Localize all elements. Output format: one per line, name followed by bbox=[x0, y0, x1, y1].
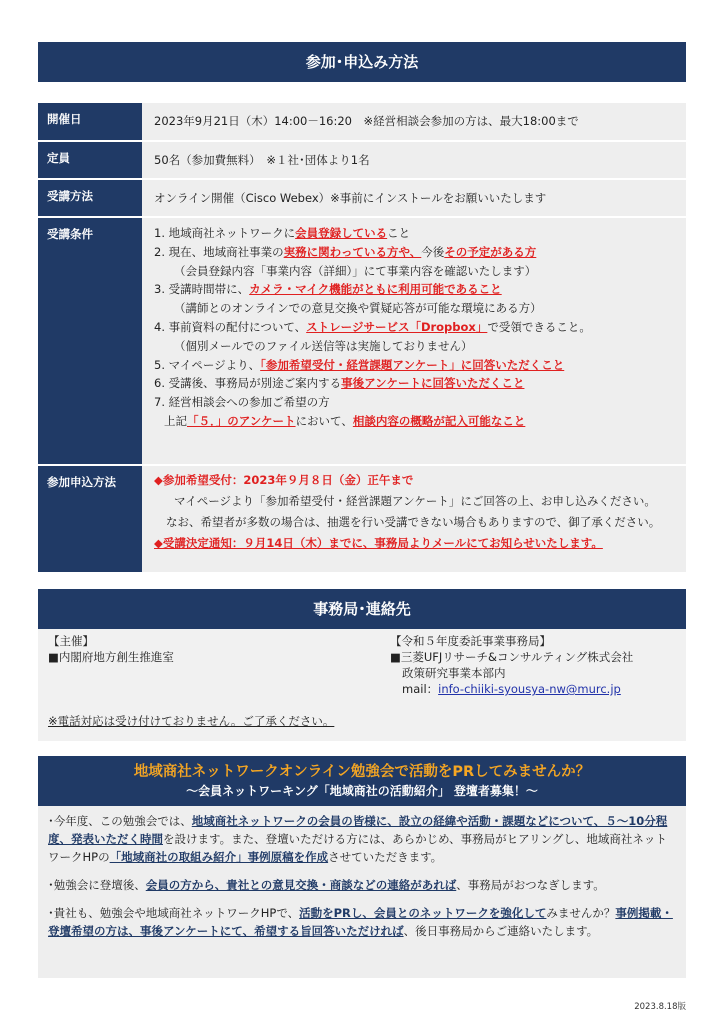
document bbox=[38, 42, 686, 978]
version-footer: 2023.8.18版 bbox=[634, 1002, 686, 1012]
apply-deadline: ◆参加希望受付：2023年９月８日（金）正午まで bbox=[154, 473, 414, 487]
host-label: 【主催】 bbox=[48, 634, 94, 648]
office-mail: mail：info-chiiki-syousya-nw@murc.jp bbox=[402, 682, 621, 696]
condition-1: 1. 地域商社ネットワークに会員登録していること bbox=[154, 226, 411, 240]
apply-instruction: マイページより「参加希望受付・経営課題アンケート」にご回答の上、お申し込みください。 bbox=[174, 494, 656, 508]
mail-link[interactable]: info-chiiki-syousya-nw@murc.jp bbox=[438, 682, 621, 696]
row-label: 定員 bbox=[38, 142, 142, 178]
row-apply bbox=[38, 466, 686, 574]
row-conditions bbox=[38, 218, 686, 466]
row-value: オンライン開催（Cisco Webex）※事前にインストールをお願いいたします bbox=[142, 180, 686, 216]
condition-3: 3. 受講時間帯に、カメラ・マイク機能がともに利用可能であること bbox=[154, 282, 502, 297]
section-title-pr bbox=[38, 756, 686, 806]
row-label: 受講条件 bbox=[38, 218, 142, 464]
host-name: ■内閣府地方創生推進室 bbox=[48, 650, 174, 664]
contact-box bbox=[38, 629, 686, 741]
pr-body bbox=[38, 806, 686, 978]
row-label: 参加申込方法 bbox=[38, 466, 142, 572]
condition-4: 4. 事前資料の配付について、ストレージサービス「Dropbox」で受領できること。 bbox=[154, 319, 591, 334]
row-label: 受講方法 bbox=[38, 180, 142, 216]
row-date bbox=[38, 103, 686, 142]
conditions-list bbox=[142, 218, 686, 464]
condition-5: 5. マイページより、「参加希望受付・経営課題アンケート」に回答いただくこと bbox=[154, 357, 565, 372]
row-capacity bbox=[38, 142, 686, 180]
row-value: 50名（参加費無料） ※１社･団体より1名 bbox=[142, 142, 686, 178]
row-value: 2023年9月21日（木）14:00－16:20 ※経営相談会参加の方は、最大18:00まで bbox=[142, 103, 686, 140]
phone-note: ※電話対応は受け付けておりません。ご了承ください。 bbox=[48, 714, 335, 728]
apply-notification: ◆受講決定通知：９月14日（木）までに、事務局よりメールにてお知らせいたします。 bbox=[154, 536, 603, 550]
pr-title: 地域商社ネットワークオンライン勉強会で活動をPRしてみませんか？ bbox=[133, 764, 591, 780]
office-info bbox=[390, 633, 633, 697]
section-title-apply: 参加･申込み方法 bbox=[38, 42, 686, 82]
apply-details bbox=[142, 466, 686, 572]
condition-2-note: （会員登録内容「事業内容（詳細）」にて事業内容を確認いたします） bbox=[174, 263, 537, 278]
condition-2: 2. 現在、地域商社事業の実務に関わっている方や、今後その予定がある方 bbox=[154, 244, 537, 259]
pr-subtitle: ～会員ネットワーキング「地域商社の活動紹介」 登壇者募集！～ bbox=[186, 784, 538, 798]
row-label: 開催日 bbox=[38, 103, 142, 140]
pr-paragraph-2: ･勉強会に登壇後、会員の方から、貴社との意見交換・商談などの連絡があれば、事務局がおつなぎします。 bbox=[48, 878, 605, 892]
host-info bbox=[48, 633, 174, 665]
row-method bbox=[38, 180, 686, 218]
condition-7-note: 上記「５．」のアンケートにおいて、相談内容の概略が記入可能なこと bbox=[164, 413, 526, 428]
pr-paragraph-1: ･今年度、この勉強会では、地域商社ネットワークの会員の皆様に、設立の経緯や活動・課題などについて、５～10分程度、発表いただく時間を設けます。また、登壇いただける方には、あらかじめ、事務局がヒアリングし、地域商社ネットワークHPの「地域商社の取組み紹介」事例原稿を作成させていただきます。 bbox=[48, 814, 668, 864]
office-company: ■三菱UFJリサーチ&コンサルティング株式会社 bbox=[390, 650, 634, 664]
office-label: 【令和５年度委託事業事務局】 bbox=[390, 634, 551, 648]
apply-lottery-note: なお、希望者が多数の場合は、抽選を行い受講できない場合もありますので、御了承ください。 bbox=[166, 515, 661, 529]
condition-7: 7. 経営相談会への参加ご希望の方 bbox=[154, 395, 330, 410]
condition-3-note: （講師とのオンラインでの意見交換や質疑応答が可能な環境にある方） bbox=[174, 301, 542, 316]
condition-4-note: （個別メールでのファイル送信等は実施しておりません） bbox=[174, 338, 473, 353]
condition-6: 6. 受講後、事務局が別途ご案内する事後アンケートに回答いただくこと bbox=[154, 376, 525, 391]
pr-paragraph-3: ･貴社も、勉強会や地域商社ネットワークHPで、活動をPRし、会員とのネットワークを強化してみませんか？事例掲載・登壇希望の方は、事後アンケートにて、希望する旨回答いただければ、後日事務局からご連絡いたします。 bbox=[48, 906, 673, 938]
office-department: 政策研究事業本部内 bbox=[402, 666, 506, 680]
section-title-contact: 事務局･連絡先 bbox=[38, 589, 686, 629]
